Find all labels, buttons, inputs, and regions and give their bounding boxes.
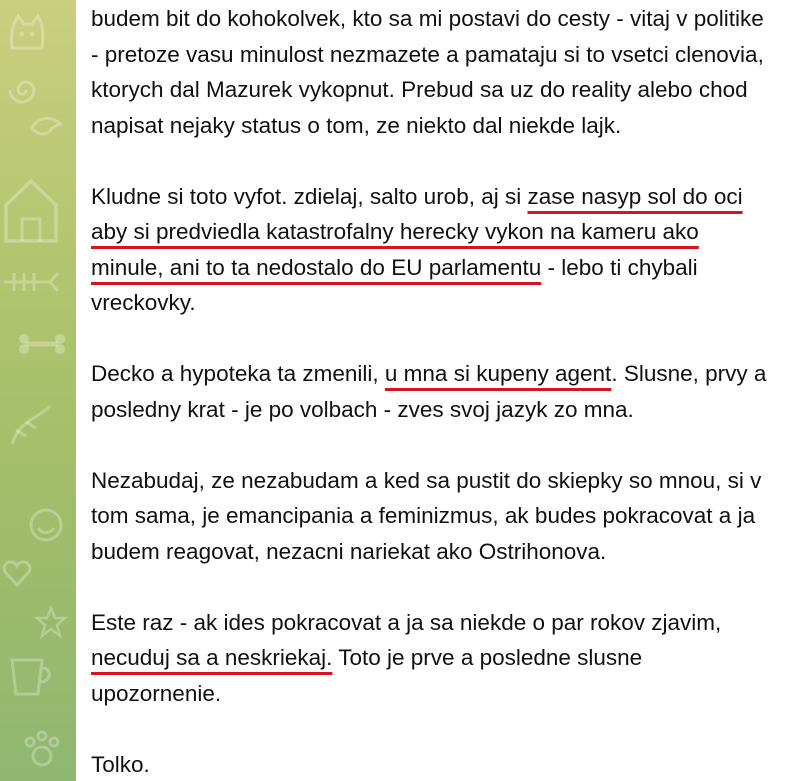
line-text: . Slusne, prvy a: [611, 361, 767, 386]
message-line: [91, 250, 812, 286]
fish-bone-doodle-icon: [0, 265, 60, 299]
line-text: - lebo ti chybali: [541, 254, 698, 280]
line-text: Este raz - ak ides pokracovat a ja sa niekde o par rokov zjavim,: [91, 609, 722, 635]
message-line: [91, 392, 812, 428]
line-text: Tolko.: [91, 751, 150, 777]
message-line: [91, 498, 812, 534]
message-line: [91, 676, 812, 712]
message-line: [91, 179, 812, 215]
underlined-phrase: zase nasyp sol do oci: [527, 183, 743, 209]
bone-doodle-icon: [16, 330, 68, 358]
line-text: Kludne si toto vyfot. zdielaj, salto urob, aj si: [91, 183, 528, 209]
line-text: tom sama, je emancipania a feminizmus, ak budes pokracovat a ja: [91, 503, 756, 528]
message-bubble[interactable]: [76, 0, 812, 781]
message-line: [91, 72, 812, 108]
blank-line: [91, 427, 812, 463]
message-line: [91, 534, 812, 570]
line-text: posledny krat - je po volbach - zves svoj jazyk zo mna.: [91, 396, 634, 422]
bird-doodle-icon: [28, 110, 64, 140]
line-text: upozornenie.: [91, 680, 222, 706]
house-doodle-icon: [0, 175, 62, 247]
message-line: [91, 1, 812, 37]
blank-line: [91, 143, 812, 179]
blank-line: [91, 711, 812, 747]
message-line: [91, 214, 812, 250]
paw-doodle-icon: [20, 728, 64, 772]
underlined-phrase: necuduj sa a neskriekaj.: [91, 645, 333, 670]
underlined-phrase: aby si predviedla katastrofalny herecky vykon na kameru ako: [91, 219, 699, 244]
swirl-doodle-icon: [2, 70, 42, 110]
cat-doodle-icon: [4, 8, 50, 54]
heart-doodle-icon: [2, 560, 32, 588]
star-doodle-icon: [34, 605, 68, 639]
message-line: [91, 605, 812, 641]
blank-line: [91, 569, 812, 605]
line-text: vreckovky.: [91, 290, 196, 315]
line-text: budem bit do kohokolvek, kto sa mi postavi do cesty - vitaj v politike: [91, 6, 764, 31]
line-text: Toto je prve a posledne slusne: [332, 645, 643, 670]
line-text: - pretoze vasu minulost nezmazete a pamataju si to vsetci clenovia,: [91, 41, 764, 67]
line-text: napisat nejaky status o tom, ze niekto dal niekde lajk.: [91, 112, 622, 138]
underlined-phrase: minule, ani to ta nedostalo do EU parlamentu: [91, 254, 542, 280]
line-text: Decko a hypoteka ta zmenili,: [91, 361, 385, 386]
smiley-doodle-icon: [26, 505, 66, 545]
message-line: [91, 640, 812, 676]
message-line: [91, 463, 812, 499]
underlined-phrase: u mna si kupeny agent: [384, 361, 612, 386]
message-line: [91, 37, 812, 73]
message-line: [91, 747, 812, 781]
message-text: [91, 1, 812, 781]
message-line: [91, 285, 812, 321]
line-text: Nezabudaj, ze nezabudam a ked sa pustit do skiepky so mnou, si v: [91, 467, 762, 493]
line-text: ktorych dal Mazurek vykopnut. Prebud sa uz do reality alebo chod: [91, 77, 748, 102]
ribbon-doodle-icon: [6, 400, 56, 450]
blank-line: [91, 321, 812, 357]
line-text: budem reagovat, nezacni nariekat ako Ostrihonova.: [91, 538, 607, 564]
message-line: [91, 108, 812, 144]
message-line: [91, 356, 812, 392]
cup-doodle-icon: [4, 650, 54, 700]
